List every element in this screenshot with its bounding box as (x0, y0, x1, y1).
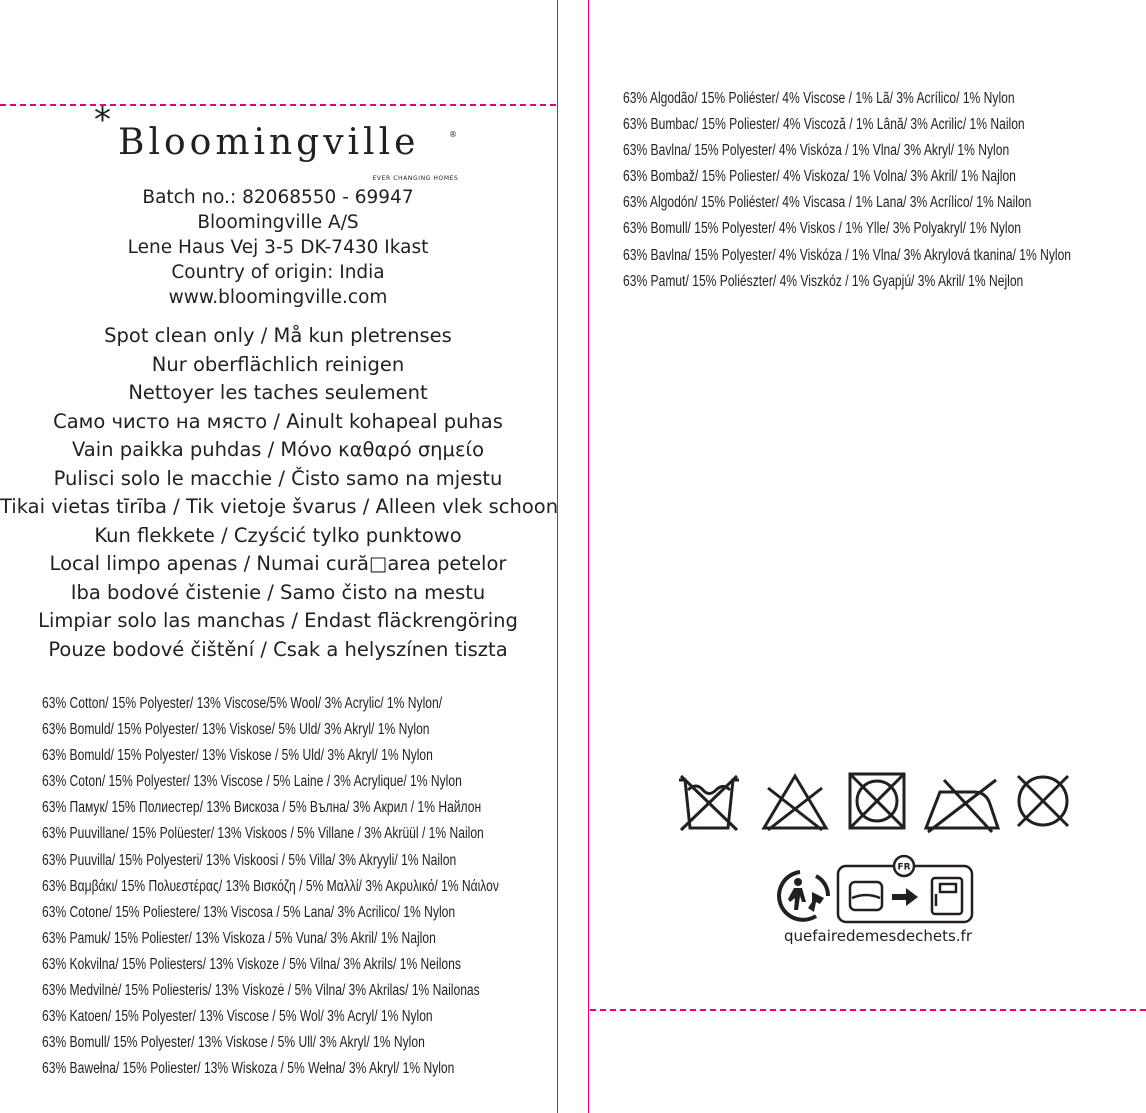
recycling-info (770, 850, 980, 930)
composition-line: 63% Algodón/ 15% Poliéster/ 4% Viscasa / 1% Lana/ 3% Acrílico/ 1% Nailon (623, 194, 1032, 212)
composition-line: 63% Puuvillane/ 15% Polüester/ 13% Viskoos / 5% Villane / 3% Akrüül / 1% Nailon (42, 825, 484, 843)
company-name: Bloomingville A/S (197, 212, 359, 233)
care-line: Limpiar solo las manchas / Endast fläckrengöring (38, 609, 518, 632)
composition-line: 63% Bavlna/ 15% Polyester/ 4% Viskóza / 1% Vlna/ 3% Akrylová tkanina/ 1% Nylon (623, 246, 1072, 264)
do-not-tumble-dry-icon (846, 770, 908, 832)
company-info (0, 185, 556, 310)
logo-star: * (94, 100, 111, 140)
composition-line: 63% Katoen/ 15% Polyester/ 13% Viscose / 5% Wol/ 3% Acryl/ 1% Nylon (42, 1008, 433, 1026)
sorting-instructions-panel (836, 850, 976, 930)
composition-line: 63% Coton/ 15% Polyester/ 13% Viscose / 5% Laine / 3% Acrylique/ 1% Nylon (42, 773, 462, 791)
composition-line: 63% Bombaž/ 15% Poliester/ 4% Viskoza/ 1% Volna/ 3% Akril/ 1% Najlon (623, 168, 1016, 186)
care-line: Iba bodové čistenie / Samo čisto na mestu (70, 580, 486, 604)
care-symbols (672, 770, 1072, 835)
care-line: Само чисто на място / Ainult kohapeal puhas (53, 409, 503, 433)
composition-line: 63% Medvilnė/ 15% Poliesteris/ 13% Viskozė / 5% Vilna/ 3% Akrilas/ 1% Nailonas (42, 982, 480, 1000)
care-line: Pouze bodové čištění / Csak a helyszínen tiszta (48, 637, 508, 661)
composition-line: 63% Puuvilla/ 15% Polyesteri/ 13% Viskoosi / 5% Villa/ 3% Akryyli/ 1% Nailon (42, 851, 457, 869)
care-line: Pulisci solo le macchie / Čisto samo na mjestu (53, 466, 503, 490)
triman-recycle-icon (770, 862, 834, 924)
composition-line: 63% Βαμβάκι/ 15% Πολυεστέρας/ 13% Βισκόζη / 5% Μαλλί/ 3% Ακρυλικό/ 1% Νάιλον (42, 877, 499, 895)
batch-number: Batch no.: 82068550 - 69947 (142, 187, 414, 208)
care-line: Nettoyer les taches seulement (128, 381, 428, 404)
composition-list-right (623, 86, 1146, 295)
country-of-origin: Country of origin: India (171, 262, 385, 283)
composition-line: 63% Algodão/ 15% Poliéster/ 4% Viscose / 1% Lã/ 3% Acrílico/ 1% Nylon (623, 90, 1015, 107)
do-not-dry-clean-icon (1012, 770, 1074, 832)
composition-line: 63% Bavlna/ 15% Polyester/ 4% Viskóza / 1% Vlna/ 3% Akryl/ 1% Nylon (623, 142, 1010, 160)
composition-line: 63% Kokvilna/ 15% Poliesters/ 13% Viskoze / 5% Vilna/ 3% Akrils/ 1% Neilons (42, 955, 461, 973)
composition-line: 63% Cotton/ 15% Polyester/ 13% Viscose/5% Wool/ 3% Acrylic/ 1% Nylon/ (42, 695, 443, 712)
composition-line: 63% Cotone/ 15% Poliestere/ 13% Viscosa / 5% Lana/ 3% Acrilico/ 1% Nylon (42, 903, 456, 921)
logo-tagline: ·EVER CHANGING HOMES (370, 175, 459, 182)
composition-list-left (42, 691, 628, 1082)
composition-line: 63% Bomull/ 15% Polyester/ 4% Viskos / 1% Ylle/ 3% Polyakryl/ 1% Nylon (623, 220, 1022, 238)
care-line: Vain paikka puhdas / Μόνο καθαρό σημείο (71, 438, 485, 461)
company-address: Lene Haus Vej 3-5 DK-7430 Ikast (127, 237, 429, 258)
company-website: www.bloomingville.com (168, 287, 388, 308)
care-line: Nur oberflächlich reinigen (151, 352, 405, 376)
composition-line: 63% Памук/ 15% Полиестер/ 13% Вискоза / 5% Вълна/ 3% Акрил / 1% Найлон (42, 799, 482, 817)
composition-line: 63% Pamut/ 15% Poliészter/ 4% Viszkóz / 1% Gyapjú/ 3% Akril/ 1% Nejlon (623, 272, 1024, 290)
registered-mark: ® (449, 130, 457, 139)
care-line: Local limpo apenas / Numai cură□area petelor (49, 552, 507, 575)
composition-line: 63% Pamuk/ 15% Poliester/ 13% Viskoza / 5% Vuna/ 3% Akril/ 1% Najlon (42, 929, 436, 947)
care-line: Spot clean only / Må kun pletrenses (104, 324, 452, 347)
care-line: Tikai vietas tīrība / Tik vietoje švarus / Alleen vlek schoon (0, 495, 559, 518)
composition-line: 63% Bumbac/ 15% Poliester/ 4% Viscoză / 1% Lână/ 3% Acrilic/ 1% Nailon (623, 116, 1025, 134)
logo-wordmark: Bloomingville (118, 122, 420, 163)
composition-line: 63% Bawełna/ 15% Poliester/ 13% Wiskoza / 5% Wełna/ 3% Akryl/ 1% Nylon (42, 1060, 455, 1078)
composition-line: 63% Bomuld/ 15% Polyester/ 13% Viskose / 5% Uld/ 3% Akryl/ 1% Nylon (42, 747, 433, 765)
do-not-wash-icon (676, 770, 742, 832)
care-line: Kun flekkete / Czyścić tylko punktowo (94, 523, 462, 547)
care-instructions (0, 322, 559, 664)
do-not-bleach-icon (760, 770, 830, 832)
dashed-cut-line-bottom (590, 1009, 1146, 1011)
do-not-iron-icon (922, 770, 1002, 834)
recycling-website: quefairedemesdechets.fr (783, 927, 972, 945)
composition-line: 63% Bomull/ 15% Polyester/ 13% Viskose / 5% Ull/ 3% Akryl/ 1% Nylon (42, 1034, 425, 1052)
country-badge: FR (897, 862, 911, 873)
brand-logo (92, 100, 462, 185)
composition-line: 63% Bomuld/ 15% Polyester/ 13% Viskose/ 5% Uld/ 3% Akryl/ 1% Nylon (42, 721, 430, 739)
